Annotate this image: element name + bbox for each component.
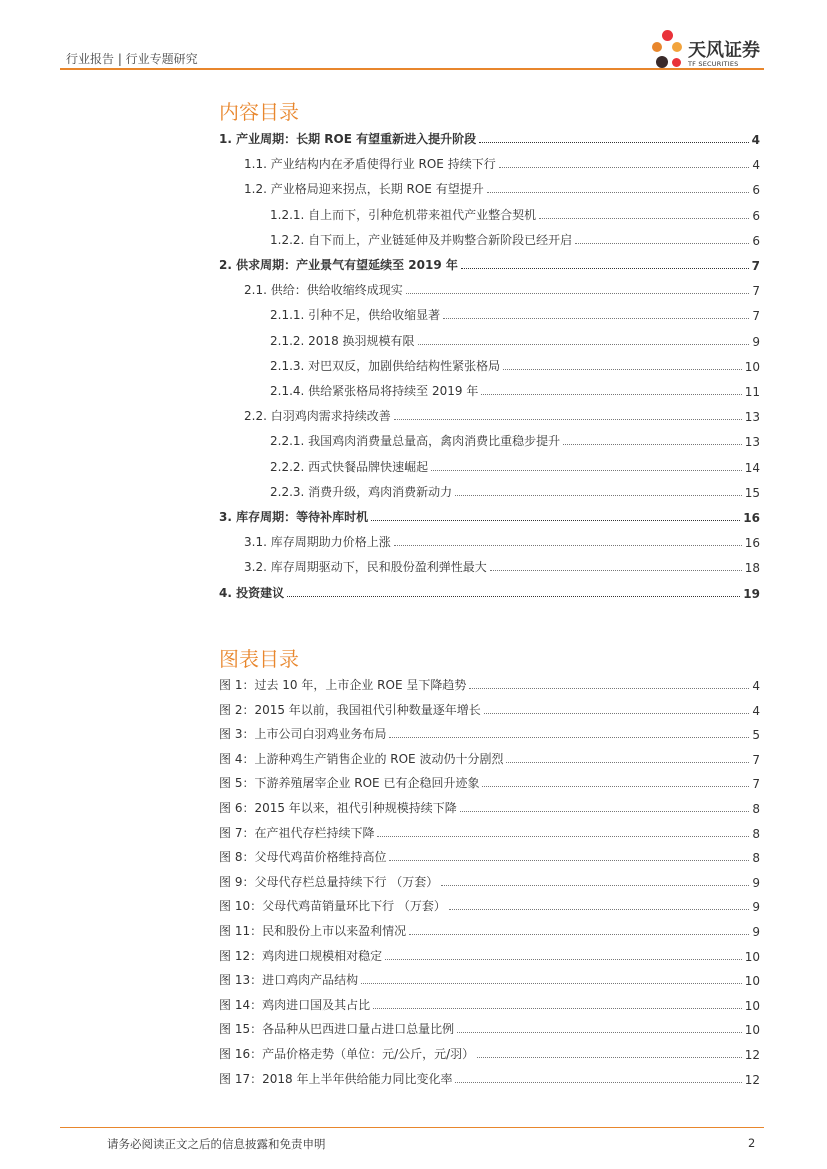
dot-leader — [361, 983, 742, 984]
toc-entry[interactable] — [219, 255, 760, 273]
toc-entry-page: 13 — [744, 410, 760, 425]
dot-leader — [481, 394, 741, 395]
toc-title: 内容目录 — [219, 100, 299, 124]
toc-entry-title: 3.2. 库存周期驱动下，民和股份盈利弹性最大 — [244, 560, 487, 575]
figure-entry-title: 图 3：上市公司白羽鸡业务布局 — [219, 727, 387, 742]
toc-entry-title: 2.2.1. 我国鸡肉消费量总量高，禽肉消费比重稳步提升 — [270, 434, 561, 449]
figure-entry[interactable] — [219, 1069, 760, 1087]
dot-leader — [482, 786, 749, 787]
figure-entry-title: 图 11：民和股份上市以来盈利情况 — [219, 924, 407, 938]
figure-entry-title: 图 1：过去 10 年，上市企业 ROE 呈下降趋势 — [219, 678, 467, 692]
figure-entry-page: 8 — [752, 802, 760, 816]
toc-entry-page: 19 — [743, 586, 760, 601]
figure-entry-title: 图 16：产品价格走势（单位：元/公斤，元/羽） — [219, 1047, 475, 1061]
footer-divider — [60, 1127, 764, 1128]
figure-entry-title: 图 10：父母代鸡苗销量环比下行 （万套） — [219, 899, 446, 914]
figure-entry-page: 10 — [744, 1023, 760, 1038]
toc-entry-title: 2.2.3. 消费升级，鸡肉消费新动力 — [270, 484, 453, 499]
toc-entry[interactable] — [270, 331, 760, 349]
dot-leader — [373, 1008, 742, 1009]
figure-entry-title: 图 9：父母代存栏总量持续下行 （万套） — [219, 874, 439, 889]
toc-entry-page: 11 — [744, 385, 760, 399]
toc-entry-page: 4 — [752, 158, 760, 173]
toc-entry-title: 1.2. 产业格局迎来拐点，长期 ROE 有望提升 — [244, 182, 484, 197]
figure-entry-page: 4 — [752, 679, 760, 693]
figure-entry-title: 图 2：2015 年以前，我国祖代引种数量逐年增长 — [219, 702, 481, 717]
dot-leader — [406, 293, 750, 294]
footer-disclaimer: 请务必阅读正文之后的信息披露和免责申明 — [107, 1137, 326, 1151]
toc-entry[interactable] — [219, 507, 760, 525]
toc-entry[interactable] — [270, 381, 760, 399]
figure-entry-title: 图 4：上游种鸡生产销售企业的 ROE 波动仍十分剧烈 — [219, 751, 504, 766]
dot-leader — [484, 713, 750, 714]
toc-entry-page: 7 — [751, 259, 760, 273]
figure-entry-page: 10 — [744, 974, 760, 989]
dot-leader — [469, 688, 749, 689]
toc-entry[interactable] — [219, 583, 760, 601]
figures-title: 图表目录 — [219, 647, 299, 671]
figure-entry-page: 12 — [744, 1048, 760, 1062]
dot-leader — [490, 570, 742, 571]
figure-entry[interactable] — [219, 872, 760, 890]
toc-entry-page: 7 — [752, 284, 760, 299]
figure-entry-page: 5 — [752, 728, 760, 743]
figure-entry-page: 9 — [752, 900, 760, 915]
toc-entry-page: 6 — [752, 183, 760, 198]
figure-entry-title: 图 17：2018 年上半年供给能力同比变化率 — [219, 1071, 453, 1086]
logo-dot — [656, 56, 668, 68]
toc-entry[interactable] — [244, 154, 760, 172]
dot-leader — [539, 218, 749, 219]
dot-leader — [575, 243, 749, 244]
dot-leader — [487, 192, 750, 193]
dot-leader — [443, 318, 749, 319]
toc-entry-title: 4. 投资建议 — [219, 585, 285, 600]
figure-entry[interactable] — [219, 773, 760, 791]
figure-entry-title: 图 15：各品种从巴西进口量占进口总量比例 — [219, 1022, 455, 1037]
toc-entry-title: 1.1. 产业结构内在矛盾使得行业 ROE 持续下行 — [244, 157, 496, 172]
dot-leader — [394, 419, 742, 420]
figure-entry[interactable] — [219, 700, 760, 718]
toc-entry-title: 2.1. 供给：供给收缩终成现实 — [244, 283, 403, 298]
figure-entry[interactable] — [219, 946, 760, 964]
toc-entry-title: 2.1.4. 供给紧张格局将持续至 2019 年 — [270, 384, 479, 398]
company-logo — [648, 30, 768, 74]
dot-leader — [389, 860, 749, 861]
page-number: 2 — [748, 1136, 756, 1150]
figure-entry-page: 7 — [752, 777, 760, 792]
toc-entry[interactable] — [244, 532, 760, 550]
figure-entry[interactable] — [219, 1044, 760, 1062]
toc-entry-page: 10 — [744, 359, 760, 374]
figure-entry-title: 图 6：2015 年以来，祖代引种规模持续下降 — [219, 801, 457, 815]
dot-leader — [385, 959, 742, 960]
figure-entry[interactable] — [219, 896, 760, 914]
dot-leader — [449, 909, 749, 910]
toc-entry-page: 14 — [744, 460, 760, 475]
toc-entry-title: 1.2.2. 自下而上，产业链延伸及并购整合新阶段已经开启 — [270, 232, 573, 247]
dot-leader — [287, 596, 740, 597]
figure-entry[interactable] — [219, 749, 760, 767]
dot-leader — [455, 495, 742, 496]
dot-leader — [431, 470, 742, 471]
toc-entry-title: 2.2.2. 西式快餐品牌快速崛起 — [270, 459, 429, 474]
figure-entry-page: 8 — [752, 826, 760, 841]
toc-entry-page: 6 — [752, 208, 760, 223]
figure-entry-title: 图 13：进口鸡肉产品结构 — [219, 973, 359, 988]
dot-leader — [506, 762, 749, 763]
logo-subtitle: TF SECURITIES — [688, 60, 739, 68]
toc-entry[interactable] — [270, 230, 760, 248]
toc-entry[interactable] — [270, 356, 760, 374]
toc-entry-page: 4 — [751, 133, 760, 147]
dot-leader — [479, 142, 749, 143]
toc-entry-page: 7 — [752, 309, 760, 324]
logo-flower-icon — [648, 30, 688, 74]
toc-entry-title: 1. 产业周期：长期 ROE 有望重新进入提升阶段 — [219, 132, 477, 146]
figure-entry[interactable] — [219, 724, 760, 742]
toc-entry-page: 18 — [744, 561, 760, 576]
dot-leader — [461, 268, 749, 269]
figure-entry-title: 图 7：在产祖代存栏持续下降 — [219, 825, 375, 840]
report-breadcrumb: 行业报告 | 行业专题研究 — [66, 52, 198, 66]
toc-entry-page: 9 — [752, 334, 760, 349]
toc-entry[interactable] — [270, 205, 760, 223]
figure-entry[interactable] — [219, 995, 760, 1013]
toc-entry[interactable] — [244, 557, 760, 575]
toc-entry[interactable] — [270, 482, 760, 500]
toc-entry[interactable] — [244, 280, 760, 298]
figure-entry-page: 10 — [744, 949, 760, 964]
figure-entry-page: 8 — [752, 851, 760, 866]
dot-leader — [499, 167, 750, 168]
dot-leader — [563, 444, 742, 445]
toc-entry-page: 16 — [744, 536, 760, 551]
figure-entry[interactable] — [219, 675, 760, 693]
figure-entry[interactable] — [219, 1019, 760, 1037]
toc-entry-page: 6 — [752, 233, 760, 248]
figure-entry-title: 图 14：鸡肉进口国及其占比 — [219, 997, 371, 1012]
toc-entry[interactable] — [244, 179, 760, 197]
figure-entry[interactable] — [219, 823, 760, 841]
dot-leader — [477, 1057, 742, 1058]
dot-leader — [409, 934, 749, 935]
figure-entry-title: 图 8：父母代鸡苗价格维持高位 — [219, 850, 387, 865]
toc-entry-title: 1.2.1. 自上而下，引种危机带来祖代产业整合契机 — [270, 207, 537, 222]
figure-entry[interactable] — [219, 970, 760, 988]
toc-entry[interactable] — [219, 129, 760, 147]
toc-entry[interactable] — [270, 431, 760, 449]
figure-entry-page: 9 — [752, 875, 760, 890]
figure-entry-title: 图 5：下游养殖屠宰企业 ROE 已有企稳回升迹象 — [219, 776, 480, 791]
toc-entry-page: 13 — [744, 435, 760, 450]
dot-leader — [460, 811, 750, 812]
toc-entry-title: 2. 供求周期：产业景气有望延续至 2019 年 — [219, 258, 458, 272]
dot-leader — [455, 1082, 741, 1083]
logo-name: 天风证券 — [688, 40, 760, 61]
figure-entry[interactable] — [219, 798, 760, 816]
toc-entry[interactable] — [270, 457, 760, 475]
toc-entry[interactable] — [244, 406, 760, 424]
dot-leader — [394, 545, 742, 546]
toc-entry[interactable] — [270, 305, 760, 323]
dot-leader — [377, 836, 749, 837]
dot-leader — [441, 885, 749, 886]
figure-entry-page: 7 — [752, 752, 760, 767]
dot-leader — [503, 369, 742, 370]
toc-entry-title: 2.1.2. 2018 换羽规模有限 — [270, 333, 415, 348]
toc-entry-title: 2.1.3. 对巴双反，加剧供给结构性紧张格局 — [270, 358, 501, 373]
figure-entry-title: 图 12：鸡肉进口规模相对稳定 — [219, 948, 383, 963]
dot-leader — [389, 737, 749, 738]
figure-entry-page: 9 — [752, 925, 760, 939]
figure-entry[interactable] — [219, 847, 760, 865]
figure-entry[interactable] — [219, 921, 760, 939]
logo-dot — [672, 58, 681, 67]
figure-entry-page: 10 — [744, 998, 760, 1013]
figure-entry-page: 4 — [752, 703, 760, 718]
figure-entry-page: 12 — [744, 1072, 760, 1087]
dot-leader — [457, 1032, 742, 1033]
toc-entry-title: 3.1. 库存周期助力价格上涨 — [244, 535, 391, 550]
toc-entry-title: 3. 库存周期：等待补库时机 — [219, 510, 369, 524]
dot-leader — [371, 520, 740, 521]
toc-entry-page: 16 — [743, 511, 760, 525]
toc-entry-page: 15 — [744, 485, 760, 500]
toc-entry-title: 2.1.1. 引种不足，供给收缩显著 — [270, 308, 441, 323]
logo-dot — [672, 42, 682, 52]
dot-leader — [418, 344, 750, 345]
toc-entry-title: 2.2. 白羽鸡肉需求持续改善 — [244, 409, 391, 424]
logo-dot — [662, 30, 673, 41]
logo-dot — [652, 42, 662, 52]
